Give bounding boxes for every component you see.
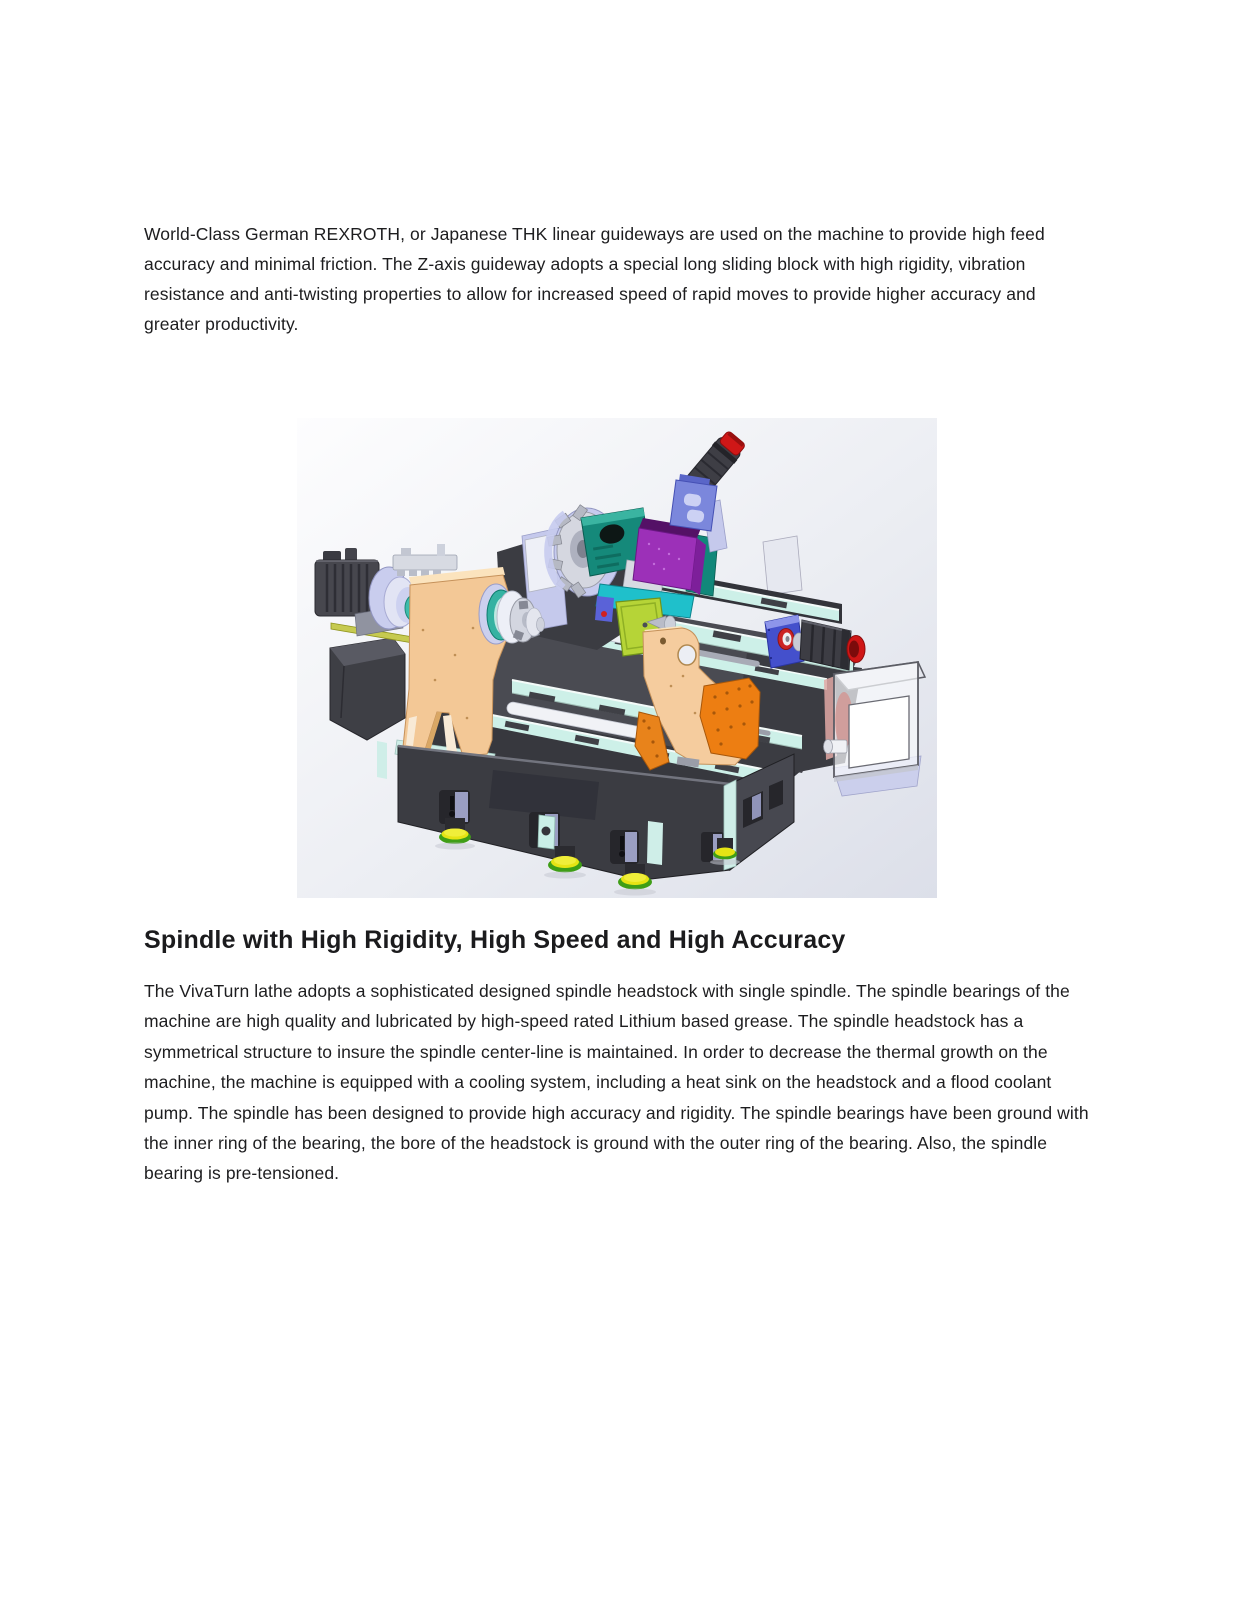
rear-end-plate [763, 536, 802, 595]
paragraph-spindle: The VivaTurn lathe adopts a sophisticated designed spindle headstock with single spindle. The spindle bearings of the machine are high quality and lubricated by high-speed rated Lithium based grease. The spindle headstock has a symmetrical structure to insure the spindle center-line is maintained. In order to decrease the thermal growth on the machine, the machine is equipped with a cooling system, including a heat sink on the headstock and a flood coolant pump. The spindle has been designed to provide high accuracy and rigidity. The spindle bearings have been ground with the inner ring of the bearing, the bore of the headstock is ground with the outer ring of the bearing. Also, the spindle bearing is pre-tensioned. [144, 981, 1089, 1184]
paragraph-guideways: World-Class German REXROTH, or Japanese THK linear guideways are used on the machine to provide high feed accuracy and minimal friction. The Z-axis guideway adopts a special long sliding block with high rigidity, vibration resistance and anti-twisting properties to allow for increased speed of rapid moves to provide higher accuracy and greater productivity. [144, 224, 1045, 334]
machine-figure [297, 418, 937, 898]
base-cutout [610, 830, 639, 864]
lathe-cad-image [297, 418, 937, 898]
side-cabinet [824, 662, 926, 796]
section-heading: Spindle with High Rigidity, High Speed and High Accuracy [144, 926, 846, 954]
